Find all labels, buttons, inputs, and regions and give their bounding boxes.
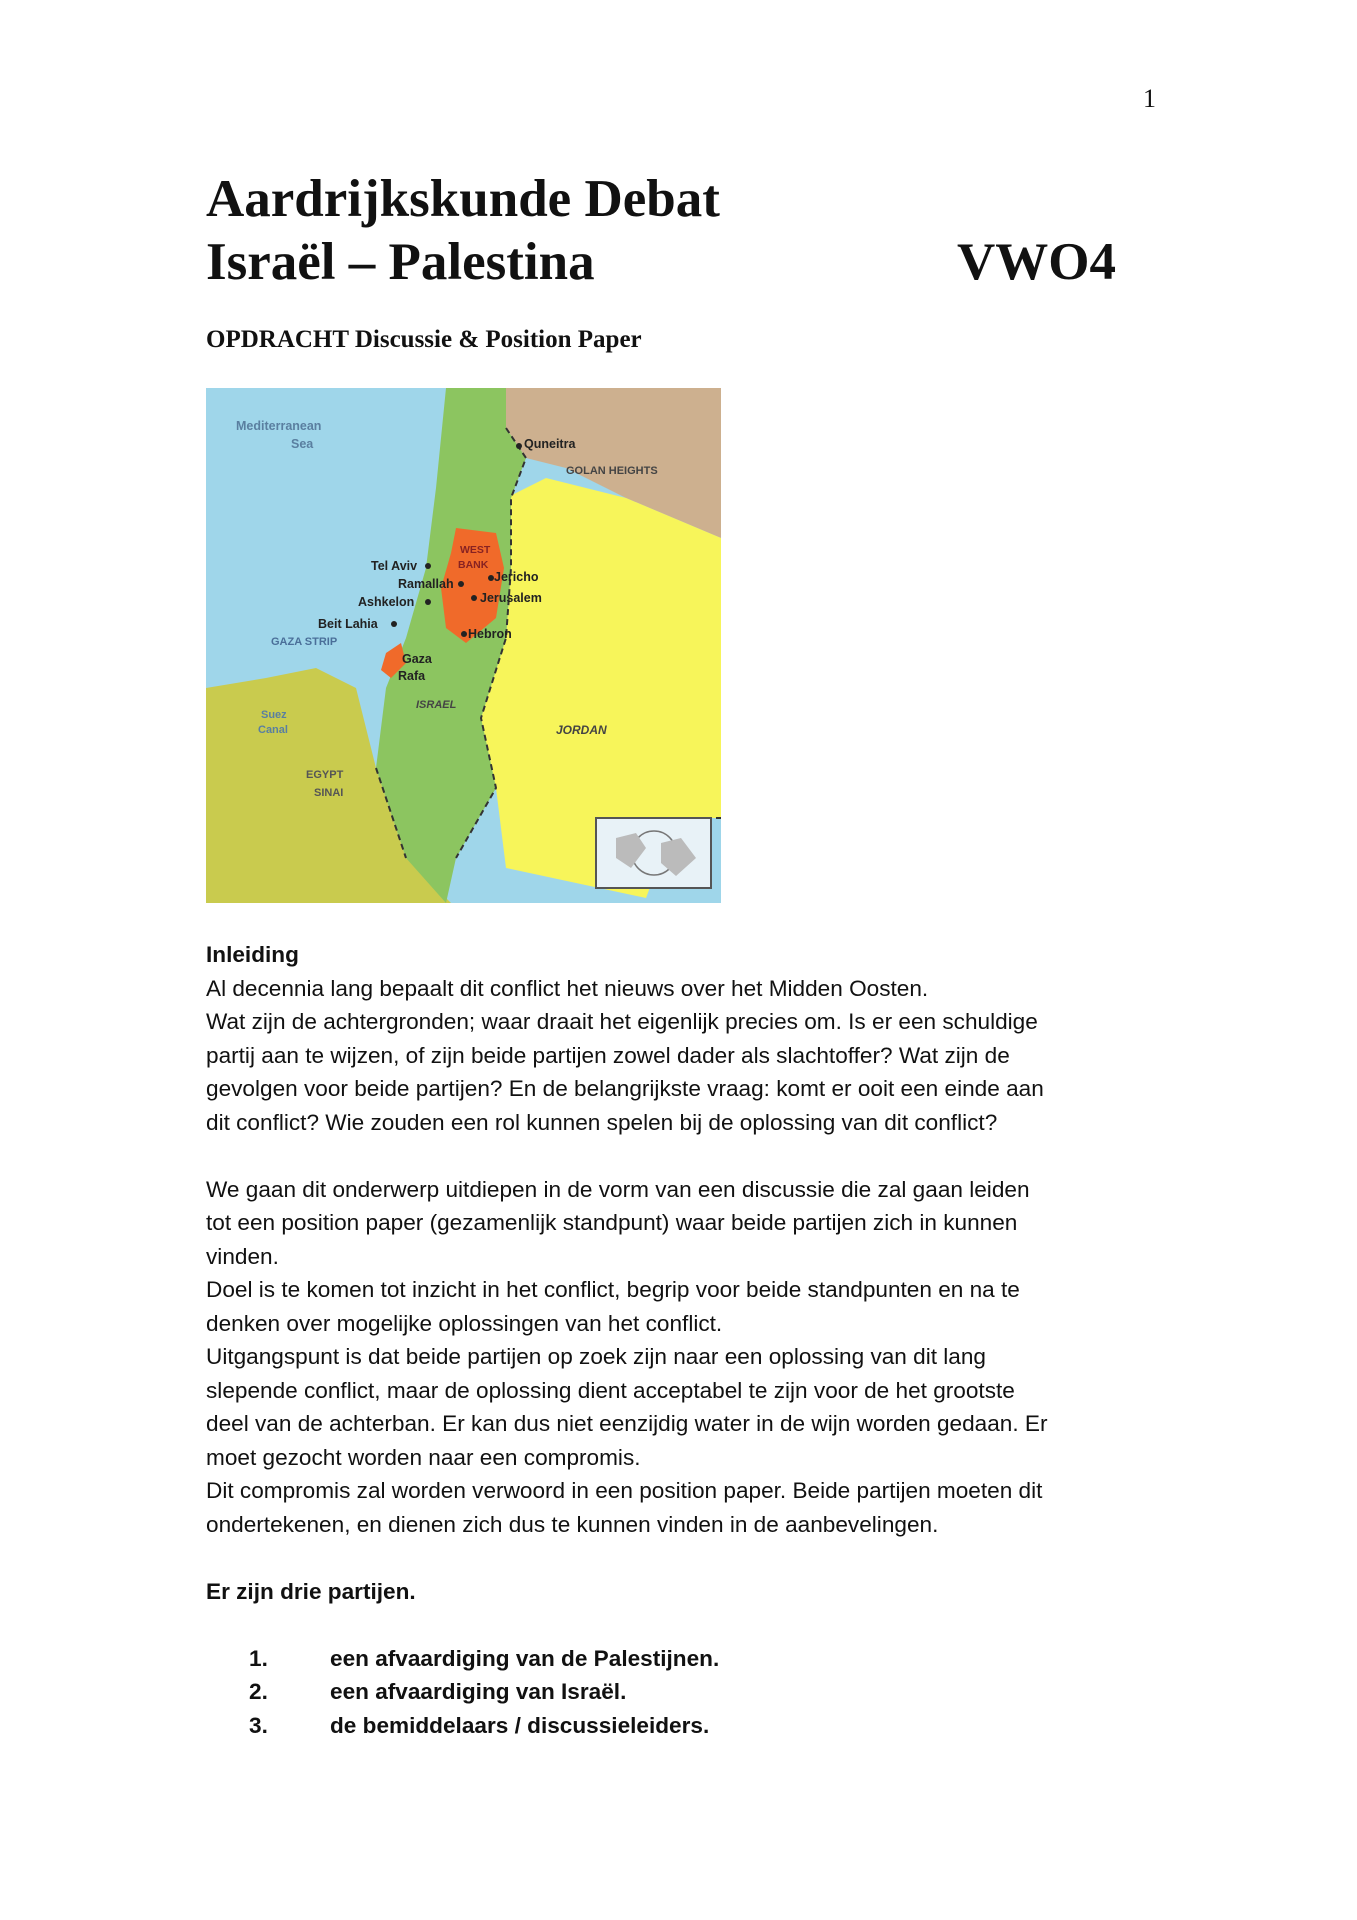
text-line: Doel is te komen tot inzicht in het conflict, begrip voor beide standpunten en na te (206, 1277, 1020, 1302)
label-jericho: Jericho (494, 570, 539, 584)
list-number: 3. (249, 1712, 268, 1738)
assignment-subtitle: OPDRACHT Discussie & Position Paper (206, 326, 642, 353)
label-beitlahia: Beit Lahia (318, 617, 378, 631)
label-west-2: BANK (458, 559, 489, 571)
label-hebron: Hebron (468, 627, 512, 641)
list-text: een afvaardiging van de Palestijnen. (330, 1645, 720, 1671)
text-line: vinden. (206, 1243, 279, 1269)
document-title (206, 168, 1116, 294)
list-item (206, 1675, 1181, 1709)
text-line: gevolgen voor beide partijen? En de belangrijkste vraag: komt er ooit een einde aan (206, 1076, 1044, 1101)
label-jerusalem: Jerusalem (480, 591, 542, 605)
text-line: Al decennia lang bepaalt dit conflict het nieuws over het Midden Oosten. (206, 975, 929, 1001)
label-egypt: EGYPT (306, 769, 344, 781)
text-line: ondertekenen, en dienen zich dus te kunnen vinden in de aanbevelingen. (206, 1511, 939, 1537)
paragraph-approach (206, 1173, 1181, 1542)
label-suez-2: Canal (258, 724, 288, 736)
label-ramallah: Ramallah (398, 577, 454, 591)
section-heading-inleiding: Inleiding (206, 942, 299, 967)
text-line: slepende conflict, maar de oplossing dient acceptabel te zijn voor de het grootste (206, 1377, 1015, 1403)
text-line: Uitgangspunt is dat beide partijen op zoek zijn naar een oplossing van dit lang (206, 1344, 987, 1369)
page-number: 1 (1143, 84, 1156, 113)
label-gaza: Gaza (402, 652, 432, 666)
label-suez-1: Suez (261, 709, 287, 721)
label-west-1: WEST (460, 544, 491, 556)
label-israel: ISRAEL (416, 699, 457, 711)
label-telaviv: Tel Aviv (371, 559, 418, 573)
label-sinai: SINAI (314, 787, 344, 799)
paragraph-intro (206, 972, 1181, 1140)
party-list (206, 1642, 1181, 1743)
text-line: We gaan dit onderwerp uitdiepen in de vorm van een discussie die zal gaan leiden (206, 1176, 1030, 1202)
label-jordan: JORDAN (556, 723, 607, 737)
list-item (206, 1642, 1181, 1676)
title-topic: Israël – Palestina (206, 233, 595, 291)
title-line-1: Aardrijkskunde Debat (206, 170, 720, 228)
list-text: de bemiddelaars / discussieleiders. (330, 1712, 710, 1738)
list-text: een afvaardiging van Israël. (330, 1679, 627, 1704)
list-number: 2. (249, 1679, 268, 1704)
text-line: Dit compromis zal worden verwoord in een position paper. Beide partijen moeten dit (206, 1478, 1043, 1503)
title-line-2 (206, 231, 1116, 294)
title-class: VWO4 (957, 233, 1116, 291)
main-text (206, 938, 1181, 1742)
label-rafa: Rafa (398, 669, 426, 683)
label-gazastrip: GAZA STRIP (271, 636, 338, 648)
israel-palestine-map (206, 388, 721, 903)
label-quneitra: Quneitra (524, 437, 576, 451)
text-line: dit conflict? Wie zouden een rol kunnen spelen bij de oplossing van dit conflict? (206, 1109, 998, 1135)
text-line: partij aan te wijzen, of zijn beide partijen zowel dader als slachtoffer? Wat zijn de (206, 1042, 1010, 1068)
text-line: deel van de achterban. Er kan dus niet eenzijdig water in de wijn worden gedaan. Er (206, 1411, 1048, 1436)
text-line: moet gezocht worden naar een compromis. (206, 1444, 641, 1470)
label-sea-1: Mediterranean (236, 419, 322, 433)
text-line: denken over mogelijke oplossingen van het conflict. (206, 1310, 723, 1336)
text-line: tot een position paper (gezamenlijk standpunt) waar beide partijen zich in kunnen (206, 1210, 1018, 1235)
section-heading-parties: Er zijn drie partijen. (206, 1578, 416, 1604)
label-golan: GOLAN HEIGHTS (566, 465, 658, 477)
list-item (206, 1709, 1181, 1743)
label-ashkelon: Ashkelon (358, 595, 415, 609)
list-number: 1. (249, 1645, 268, 1671)
text-line: Wat zijn de achtergronden; waar draait het eigenlijk precies om. Is er een schuldige (206, 1009, 1038, 1034)
label-sea-2: Sea (291, 437, 314, 451)
locator-inset (596, 818, 711, 888)
